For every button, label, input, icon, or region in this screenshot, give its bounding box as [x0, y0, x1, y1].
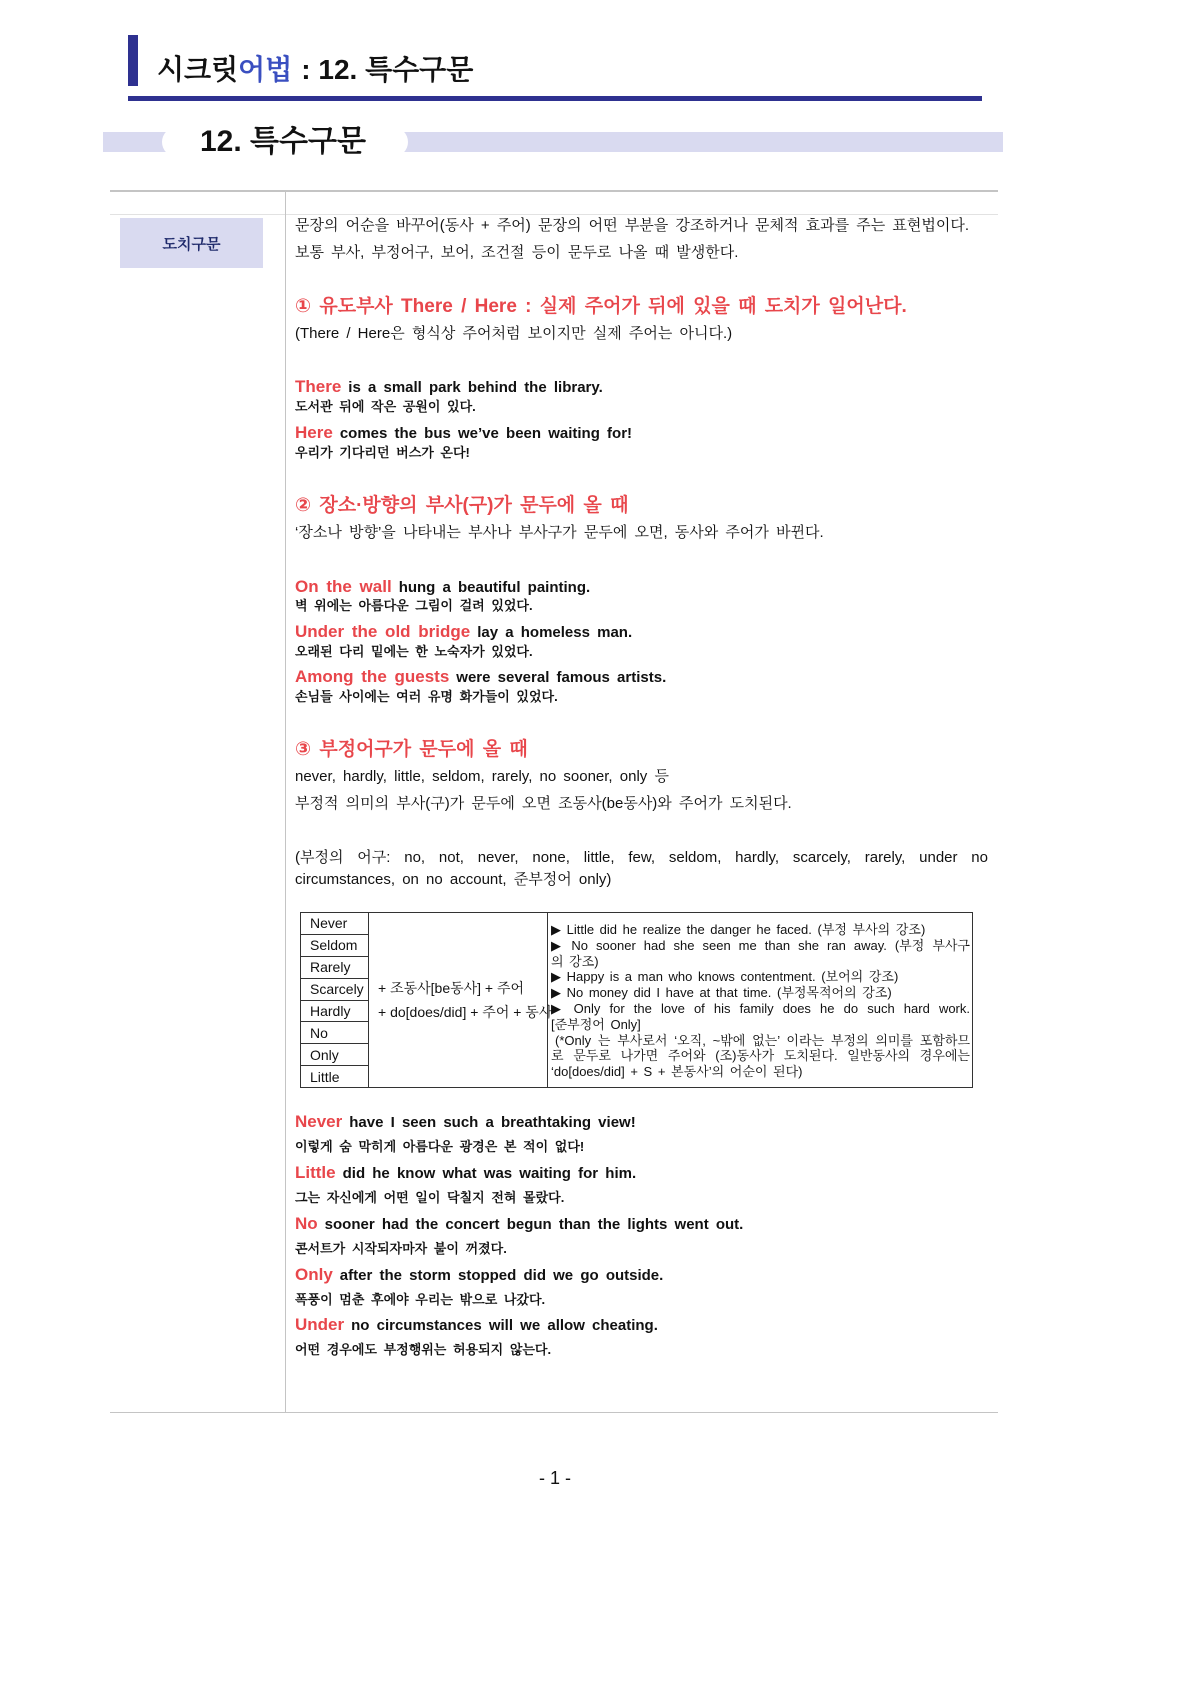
- table-word-cell: Rarely: [301, 957, 368, 979]
- example-rest: comes the bus we’ve been waiting for!: [339, 425, 633, 442]
- intro-line: 보통 부사, 부정어구, 보어, 조건절 등이 문두로 나올 때 발생한다.: [295, 244, 739, 261]
- note-line: 부정적 의미의 부사(구)가 문두에 오면 조동사(be동사)와 주어가 도치된다.: [295, 795, 792, 812]
- example-translation: 어떤 경우에도 부정행위는 허용되지 않는다.: [295, 1342, 552, 1357]
- example-lead-words: No: [295, 1214, 318, 1233]
- table-note-line: ▶ No money did I have at that time. (부정목적어의 강조): [551, 985, 892, 1001]
- example-sentence: [295, 422, 632, 445]
- note-line: never, hardly, little, seldom, rarely, no sooner, only 등: [295, 768, 669, 785]
- subheading: ② 장소·방향의 부사(구)가 문두에 올 때: [295, 495, 629, 516]
- example-rest: after the storm stopped did we go outside.: [339, 1267, 664, 1284]
- example-lead-words: Under: [295, 1315, 345, 1334]
- example-rest: have I seen such a breathtaking view!: [349, 1114, 636, 1131]
- table-notes-column: [548, 913, 972, 1087]
- example-rest: is a small park behind the library.: [348, 379, 603, 396]
- example-translation: 손님들 사이에는 여러 유명 화가들이 있었다.: [295, 689, 558, 704]
- aside-line: (부정의 어구: no, not, never, none, little, few, seldom, hardly, scarcely, rarely, under no: [295, 849, 988, 866]
- example-translation: 폭풍이 멈춘 후에야 우리는 밖으로 나갔다.: [295, 1292, 546, 1307]
- example-translation: 도서관 뒤에 작은 공원이 있다.: [295, 399, 476, 414]
- example-lead-words: There: [295, 377, 342, 396]
- table-note-line: 의 강조): [551, 953, 599, 969]
- example-lead-words: Little: [295, 1163, 336, 1182]
- subheading: ③ 부정어구가 문두에 올 때: [295, 739, 528, 760]
- content-bottom-rule: [110, 1412, 998, 1413]
- table-note-line: ▶ Little did he realize the danger he faced. (부정 부사의 강조): [551, 922, 926, 937]
- example-translation: 그는 자신에게 어떤 일이 닥칠지 전혀 몰랐다.: [295, 1190, 565, 1205]
- example-translation: 벽 위에는 아름다운 그림이 걸려 있었다.: [295, 598, 533, 613]
- intro-line: 문장의 어순을 바꾸어(동사 + 주어) 문장의 어떤 부분을 강조하거나 문체적 효과를 주는 표현법이다.: [295, 217, 970, 234]
- page-number: - 1 -: [538, 1468, 571, 1488]
- content-sub-rule: [110, 214, 998, 215]
- table-pattern: + 조동사[be동사] + 주어: [378, 980, 525, 996]
- example-sentence: [295, 576, 590, 599]
- section-banner-title: 12. 특수구문: [200, 125, 366, 158]
- example-rest: were several famous artists.: [456, 669, 667, 686]
- table-note-line: (*Only 는 부사로서 ‘오직, ~밖에 없는’ 이라는 부정의 의미를 포함하므: [555, 1032, 970, 1048]
- example-sentence: [295, 666, 666, 689]
- example-rest: lay a homeless man.: [477, 624, 633, 641]
- example-translation: 이렇게 숨 막히게 아름다운 광경은 본 적이 없다!: [295, 1139, 585, 1154]
- table-word-cell: Hardly: [301, 1001, 368, 1023]
- header-title-main: 시크릿: [157, 54, 239, 85]
- example-lead-words: Never: [295, 1112, 343, 1131]
- table-note-line: ▶ No sooner had she seen me than she ran away. (부정 부사구: [551, 937, 970, 953]
- table-word-column: [301, 913, 369, 1087]
- example-sentence: [295, 1314, 658, 1337]
- header-title: [157, 52, 473, 88]
- table-note-line: [준부정어 Only]: [551, 1016, 641, 1032]
- example-rest: no circumstances will we allow cheating.: [351, 1317, 658, 1334]
- example-rest: did he know what was waiting for him.: [342, 1165, 637, 1182]
- table-word-cell: Seldom: [301, 935, 368, 957]
- example-sentence: [295, 376, 603, 399]
- example-lead-words: Here: [295, 423, 333, 442]
- table-note-line: ▶ Only for the love of his family does he do such hard work.: [551, 1000, 970, 1016]
- example-translation: 오래된 다리 밑에는 한 노숙자가 있었다.: [295, 644, 533, 659]
- note-line: (There / Here은 형식상 주어처럼 보이지만 실제 주어는 아니다.): [295, 325, 733, 342]
- inversion-rule-table: [300, 912, 973, 1088]
- example-translation: 우리가 기다리던 버스가 온다!: [295, 445, 470, 460]
- note-line: ‘장소나 방향’을 나타내는 부사나 부사구가 문두에 오면, 동사와 주어가 바뀐다.: [295, 524, 824, 541]
- table-note-line: ▶ Happy is a man who knows contentment. (보어의 강조): [551, 969, 899, 985]
- subheading: ① 유도부사 There / Here : 실제 주어가 뒤에 있을 때 도치가 일어난다.: [295, 296, 907, 317]
- table-word-cell: Little: [310, 1068, 340, 1085]
- header-underline: [128, 96, 982, 101]
- table-word-cell: Never: [301, 913, 368, 935]
- example-sentence: [295, 1264, 663, 1287]
- example-sentence: [295, 1111, 636, 1134]
- example-lead-words: Among the guests: [295, 667, 450, 686]
- content-column-rule: [285, 190, 286, 1413]
- table-note-line: 로 문두로 나가면 주어와 (조)동사가 도치된다. 일반동사의 경우에는: [551, 1048, 970, 1064]
- example-rest: hung a beautiful painting.: [398, 579, 591, 596]
- example-lead-words: On the wall: [295, 577, 392, 596]
- table-note-line: ‘do[does/did] + S + 본동사’의 어순이 된다): [551, 1064, 803, 1080]
- example-sentence: [295, 1213, 743, 1236]
- table-pattern-column: [369, 913, 553, 1087]
- example-sentence: [295, 621, 632, 644]
- aside-line: circumstances, on no account, 준부정어 only): [295, 871, 612, 888]
- table-word-cell: No: [301, 1022, 368, 1044]
- content-top-rule: [110, 190, 998, 192]
- table-pattern: + do[does/did] + 주어 + 동사: [378, 1004, 553, 1020]
- example-lead-words: Only: [295, 1265, 333, 1284]
- example-rest: sooner had the concert begun than the lights went out.: [324, 1216, 744, 1233]
- example-sentence: [295, 1162, 636, 1185]
- table-word-cell: Only: [301, 1044, 368, 1066]
- example-translation: 콘서트가 시작되자마자 불이 꺼졌다.: [295, 1241, 507, 1256]
- header-accent-bar: [128, 35, 138, 86]
- table-word-cell: Scarcely: [301, 979, 368, 1001]
- header-title-accent: 어법: [238, 54, 293, 85]
- example-lead-words: Under the old bridge: [295, 622, 471, 641]
- header-title-chapter: : 12. 특수구문: [301, 54, 474, 85]
- topic-label: 도치구문: [120, 218, 263, 268]
